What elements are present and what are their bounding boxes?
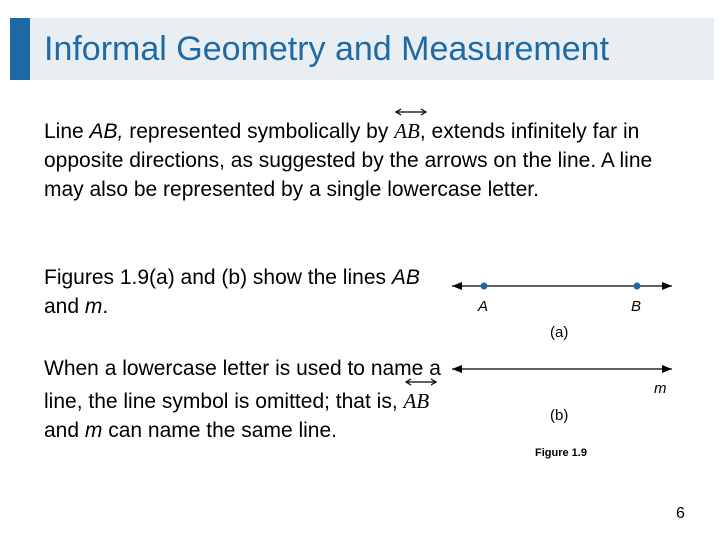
text-run: When a lowercase letter is used to name a line, the line symbol is omitted; that is,	[44, 357, 441, 413]
text-run: Figures 1.9(a) and (b) show the lines	[44, 266, 392, 289]
line-name: AB	[391, 266, 420, 289]
right-arrowhead-icon	[662, 282, 672, 290]
page-number: 6	[676, 505, 685, 522]
figure-label-a: (a)	[550, 324, 569, 341]
point-a	[481, 283, 488, 290]
line-symbol	[404, 383, 430, 416]
figure-1-9	[440, 260, 690, 470]
line-symbol-text: AB	[403, 389, 430, 413]
text-run: and	[44, 295, 85, 318]
left-arrowhead-icon	[452, 282, 462, 290]
line-m-label: m	[654, 380, 667, 397]
text-run: and	[44, 419, 85, 442]
figure-caption: Figure 1.9	[535, 447, 587, 459]
text-run: .	[102, 295, 109, 318]
line-name: m	[84, 419, 103, 442]
figure-label-b: (b)	[550, 407, 569, 424]
point-b	[634, 283, 641, 290]
text-run: , extends infinitely far in opposite directions, as suggested by the arrows on the line. A line may also be represented by a single lowercase letter.	[44, 120, 653, 201]
line-symbol-text: AB	[394, 119, 420, 143]
text-run: Line	[44, 120, 90, 143]
point-b-label: B	[631, 298, 642, 315]
double-arrow-icon	[404, 377, 438, 387]
text-run: represented symbolically by	[123, 120, 395, 143]
line-symbol	[394, 113, 420, 146]
slide-title: Informal Geometry and Measurement	[44, 30, 610, 68]
text-run: can name the same line.	[102, 419, 338, 442]
point-a-label: A	[478, 298, 489, 315]
paragraph-figures	[44, 263, 424, 321]
double-arrow-icon	[394, 107, 428, 117]
paragraph-line-definition	[44, 113, 684, 204]
left-arrowhead-icon	[452, 365, 462, 373]
line-name: m	[84, 295, 103, 318]
line-name: AB,	[89, 120, 124, 143]
paragraph-lowercase	[44, 354, 444, 445]
title-accent-bar	[10, 18, 30, 80]
right-arrowhead-icon	[662, 365, 672, 373]
